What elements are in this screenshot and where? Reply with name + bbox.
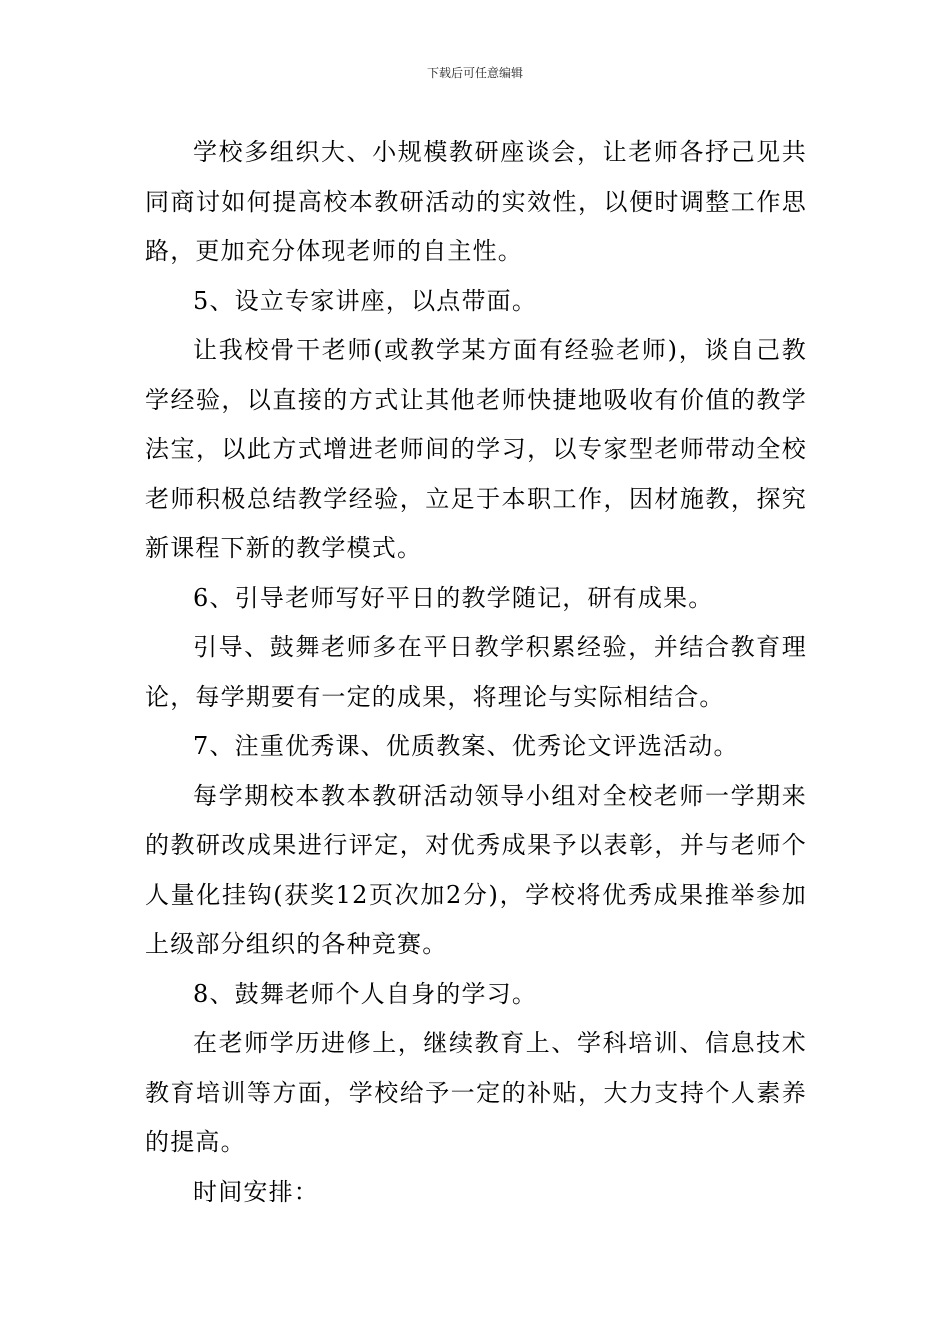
heading-item-7: 7、注重优秀课、优质教案、优秀论文评选活动。 (193, 732, 739, 760)
heading-schedule: 时间安排： (193, 1177, 319, 1206)
heading-item-8: 8、鼓舞老师个人自身的学习。 (193, 979, 538, 1008)
paragraph-expert-lectures: 让我校骨干老师(或教学某方面有经验老师)，谈自己教学经验，以直接的方式让其他老师快捷地吸收有价值的教学法宝，以此方式增进老师间的学习，以专家型老师带动全校老师积极总结教学经验，立足于本职工作，因材施教，探究新课程下新的教学模式。 (145, 336, 807, 562)
header-note: 下载后可任意编辑 (426, 66, 523, 80)
heading-item-6: 6、引导老师写好平日的教学随记，研有成果。 (193, 583, 714, 612)
heading-item-5: 5、设立专家讲座，以点带面。 (193, 286, 538, 315)
paragraph-seminar: 学校多组织大、小规模教研座谈会，让老师各抒己见共同商讨如何提高校本教研活动的实效性，以便时调整工作思路，更加充分体现老师的自主性。 (145, 138, 807, 265)
paragraph-self-study: 在老师学历进修上，继续教育上、学科培训、信息技术教育培训等方面，学校给予一定的补贴，大力支持个人素养的提高。 (145, 1029, 807, 1156)
document-body (145, 128, 807, 1217)
paragraph-evaluation: 每学期校本教本教研活动领导小组对全校老师一学期来的教研改成果进行评定，对优秀成果予以表彰，并与老师个人量化挂钩(获奖12页次加2分)，学校将优秀成果推举参加上级部分组织的各种竞赛。 (145, 781, 807, 958)
paragraph-teaching-notes: 引导、鼓舞老师多在平日教学积累经验，并结合教育理论，每学期要有一定的成果，将理论与实际相结合。 (145, 633, 807, 711)
